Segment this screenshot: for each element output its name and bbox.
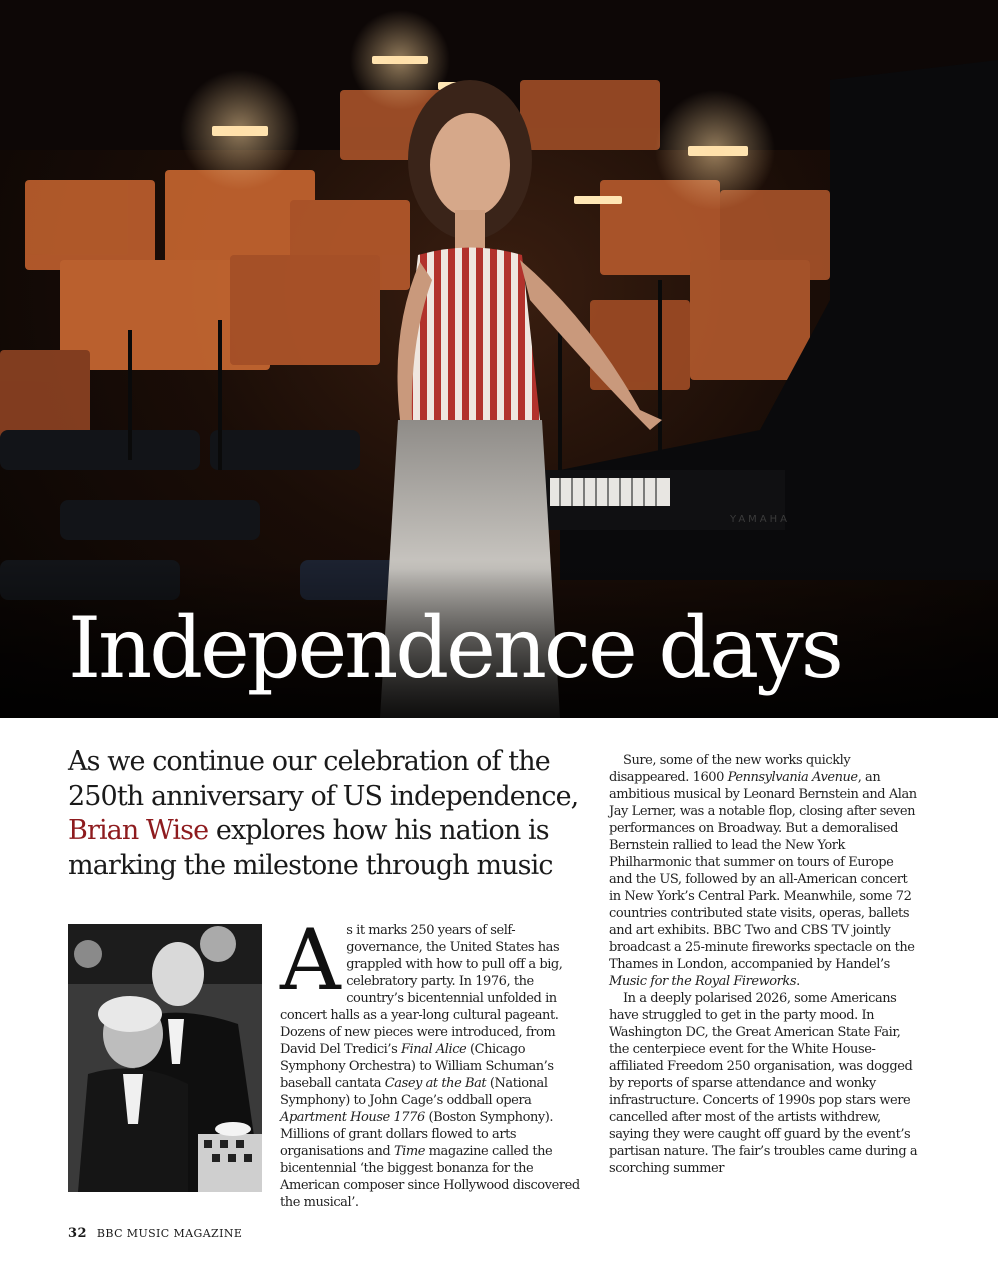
author-name: Brian Wise — [68, 815, 209, 846]
drop-cap: A — [280, 911, 341, 1009]
inset-photo — [68, 924, 262, 1192]
body-paragraph: Sure, some of the new works quickly disappeared. 1600 Pennsylvania Avenue, an ambitious musical by Leonard Bernstein and Alan Jay Lerner, was a notable flop, closing after seven performances on Broadway. But a demoralised Bernstein rallied to lead the New York Philharmonic that summer on tours of Europe and the US, followed by an all-American concert in New York’s Central Park. Meanwhile, some 72 countries contributed state visits, operas, ballets and art exhibits. BBC Two and CBS TV jointly broadcast a 25-minute fireworks spectacle on the Thames in London, accompanied by Handel’s Music for the Royal Fireworks. — [609, 753, 917, 989]
page-number: 32 — [68, 1226, 87, 1241]
bernstein-photo-illustration — [68, 924, 262, 1192]
piano-brand-label: YAMAHA — [730, 514, 791, 525]
body-column-left — [280, 911, 582, 1211]
body-paragraph: As it marks 250 years of self-governance, the United States has grappled with how to pull off a big, celebratory party. In 1976, the country’s bicentennial unfolded in concert halls as a year-long cultural pageant. Dozens of new pieces were introduced, from David Del Tredici’s Final Alice (Chicago Symphony Orchestra) to William Schuman’s baseball cantata Casey at the Bat (National Symphony) to John Cage’s oddball opera Apartment House 1776 (Boston Symphony). Millions of grant dollars flowed to arts organisations and Time magazine called the bicentennial ‘the biggest bonanza for the American composer since Hollywood discovered the musical’. — [280, 911, 580, 1210]
article-headline: Independence days — [68, 599, 841, 697]
article-standfirst: As we continue our celebration of the 250th anniversary of US independence, Brian Wise explores how his nation is marking the milestone through music — [68, 746, 579, 881]
page-footer — [68, 1226, 242, 1241]
body-paragraph: In a deeply polarised 2026, some Americans have struggled to get in the party mood. In Washington DC, the Great American State Fair, the centerpiece event for the White House-affiliated Freedom 250 organisation, was dogged by reports of sparse attendance and wonky infrastructure. Concerts of 1990s pop stars were cancelled after most of the artists withdrew, saying they were caught off guard by the event’s partisan nature. The fair’s troubles came during a scorching summer — [609, 991, 918, 1176]
publication-name: BBC MUSIC MAGAZINE — [96, 1227, 243, 1240]
body-column-right — [609, 752, 919, 1177]
